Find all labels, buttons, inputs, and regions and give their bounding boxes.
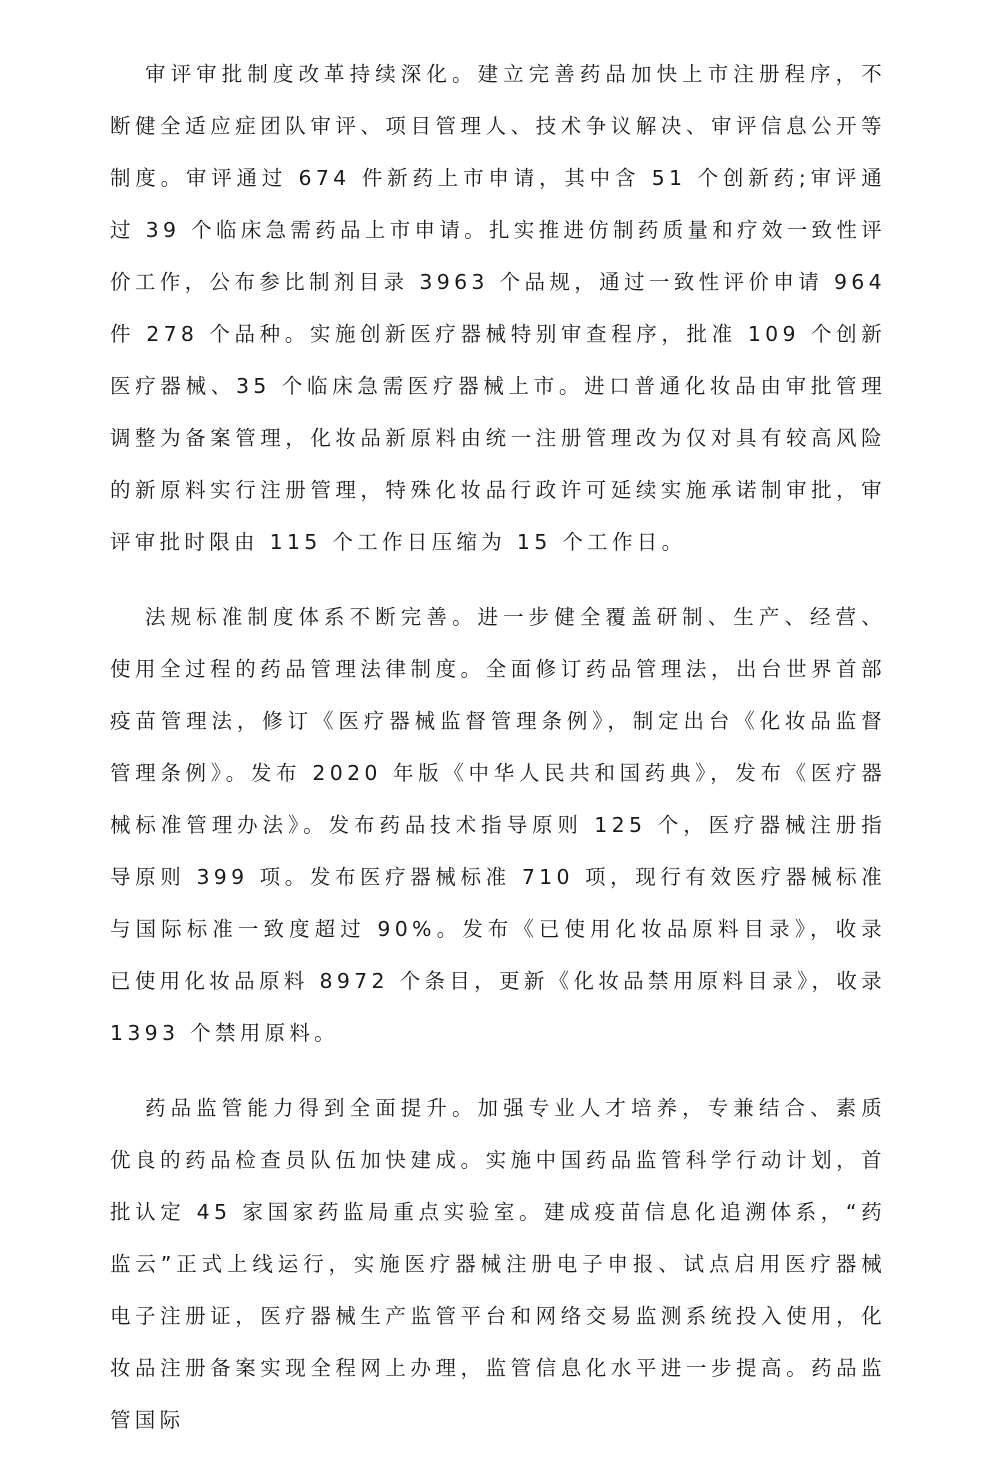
document-page xyxy=(110,48,886,1469)
paragraph-regulations-standards: 法规标准制度体系不断完善。进一步健全覆盖研制、生产、经营、使用全过程的药品管理法律制度。全面修订药品管理法，出台世界首部疫苗管理法，修订《医疗器械监督管理条例》，制定出台《化妆品监督管理条例》。发布 2020 年版《中华人民共和国药典》，发布《医疗器械标准管理办法》。发布药品技术指导原则 125 个，医疗器械注册指导原则 399 项。发布医疗器械标准 710 项，现行有效医疗器械标准与国际标准一致度超过 90%。发布《已使用化妆品原料目录》，收录已使用化妆品原料 8972 个条目，更新《化妆品禁用原料目录》，收录 1393 个禁用原料。 xyxy=(110,605,886,1045)
paragraph-regulatory-capacity: 药品监管能力得到全面提升。加强专业人才培养，专兼结合、素质优良的药品检查员队伍加快建成。实施中国药品监管科学行动计划，首批认定 45 家国家药监局重点实验室。建成疫苗信息化追溯体系，“药监云”正式上线运行，实施医疗器械注册电子申报、试点启用医疗器械电子注册证，医疗器械生产监管平台和网络交易监测系统投入使用，化妆品注册备案实现全程网上办理，监管信息化水平进一步提高。药品监管国际 xyxy=(110,1096,886,1432)
paragraph-review-reform: 审评审批制度改革持续深化。建立完善药品加快上市注册程序，不断健全适应症团队审评、项目管理人、技术争议解决、审评信息公开等制度。审评通过 674 件新药上市申请，其中含 51 个创新药;审评通过 39 个临床急需药品上市申请。扎实推进仿制药质量和疗效一致性评价工作，公布参比制剂目录 3963 个品规，通过一致性评价申请 964 件 278 个品种。实施创新医疗器械特别审查程序，批准 109 个创新医疗器械、35 个临床急需医疗器械上市。进口普通化妆品由审批管理调整为备案管理，化妆品新原料由统一注册管理改为仅对具有较高风险的新原料实行注册管理，特殊化妆品行政许可延续实施承诺制审批，审评审批时限由 115 个工作日压缩为 15 个工作日。 xyxy=(110,62,886,554)
